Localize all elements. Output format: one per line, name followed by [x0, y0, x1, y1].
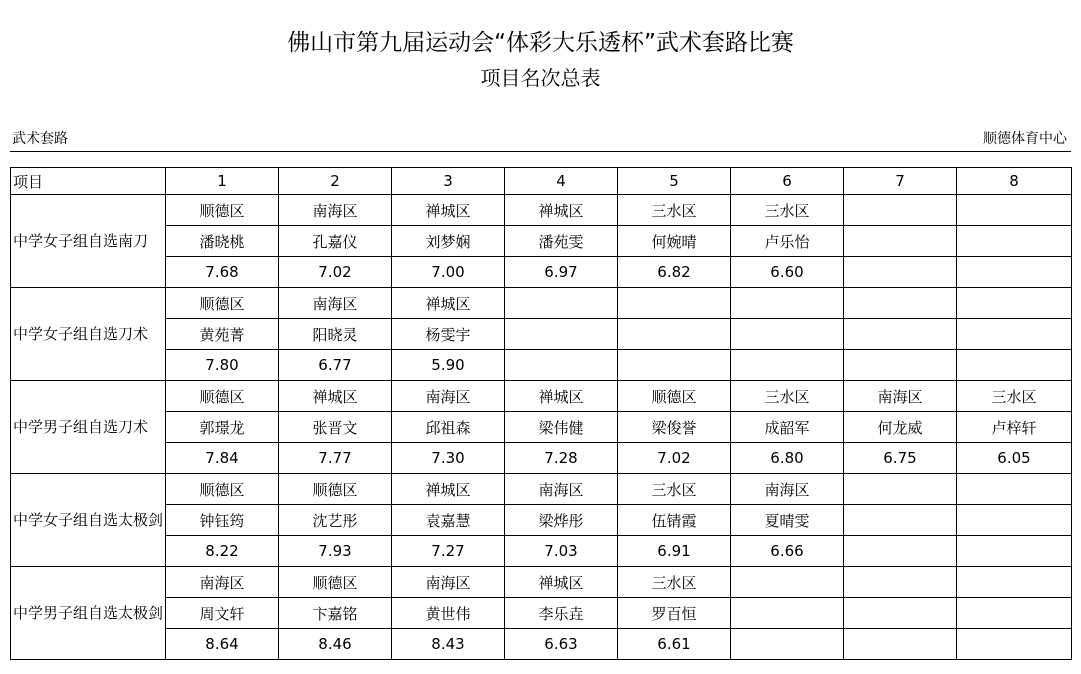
district-cell: 顺德区 [279, 567, 392, 598]
score-cell: 6.97 [505, 257, 618, 288]
table-row [11, 381, 1072, 412]
athlete-cell [731, 319, 844, 350]
district-cell: 三水区 [731, 195, 844, 226]
page-title: 佛山市第九届运动会“体彩大乐透杯”武术套路比赛 [287, 30, 794, 56]
district-cell [957, 195, 1072, 226]
athlete-cell: 梁烨彤 [505, 505, 618, 536]
event-name-cell: 中学男子组自选刀术 [11, 381, 166, 474]
athlete-cell: 卞嘉铭 [279, 598, 392, 629]
table-row [11, 443, 1072, 474]
score-cell [844, 629, 957, 660]
score-cell: 7.68 [166, 257, 279, 288]
score-cell: 7.00 [392, 257, 505, 288]
athlete-cell: 夏晴雯 [731, 505, 844, 536]
district-cell [731, 288, 844, 319]
district-cell: 禅城区 [505, 567, 618, 598]
district-cell: 顺德区 [166, 381, 279, 412]
athlete-cell: 梁伟健 [505, 412, 618, 443]
score-cell [844, 257, 957, 288]
column-header-rank: 3 [392, 168, 505, 195]
athlete-cell: 邱祖森 [392, 412, 505, 443]
district-cell: 南海区 [392, 567, 505, 598]
score-cell [731, 350, 844, 381]
table-row [11, 226, 1072, 257]
athlete-cell: 何龙威 [844, 412, 957, 443]
page-subtitle: 项目名次总表 [480, 66, 601, 90]
athlete-cell: 周文轩 [166, 598, 279, 629]
score-cell [731, 629, 844, 660]
athlete-cell: 袁嘉慧 [392, 505, 505, 536]
score-cell [957, 350, 1072, 381]
score-cell [957, 629, 1072, 660]
district-cell: 三水区 [618, 474, 731, 505]
district-cell [618, 288, 731, 319]
score-cell: 7.84 [166, 443, 279, 474]
district-cell: 南海区 [731, 474, 844, 505]
venue-label: 顺德体育中心 [983, 131, 1067, 147]
score-cell: 8.43 [392, 629, 505, 660]
column-header-rank: 8 [957, 168, 1072, 195]
district-cell [844, 567, 957, 598]
column-header-rank: 7 [844, 168, 957, 195]
score-cell: 5.90 [392, 350, 505, 381]
score-cell: 6.82 [618, 257, 731, 288]
athlete-cell: 郭璟龙 [166, 412, 279, 443]
score-cell [618, 350, 731, 381]
table-row [11, 629, 1072, 660]
district-cell: 南海区 [279, 288, 392, 319]
district-cell: 南海区 [505, 474, 618, 505]
district-cell: 南海区 [166, 567, 279, 598]
column-header-event: 项目 [11, 168, 166, 195]
table-header-row [11, 168, 1072, 195]
athlete-cell: 杨雯宇 [392, 319, 505, 350]
district-cell: 禅城区 [279, 381, 392, 412]
sport-label: 武术套路 [12, 131, 68, 147]
event-name-cell: 中学女子组自选刀术 [11, 288, 166, 381]
table-row [11, 536, 1072, 567]
score-cell: 6.91 [618, 536, 731, 567]
athlete-cell: 卢梓轩 [957, 412, 1072, 443]
district-cell: 顺德区 [166, 195, 279, 226]
district-cell: 禅城区 [505, 195, 618, 226]
score-cell: 7.27 [392, 536, 505, 567]
event-name-cell: 中学女子组自选南刀 [11, 195, 166, 288]
athlete-cell: 黄苑菁 [166, 319, 279, 350]
column-header-rank: 4 [505, 168, 618, 195]
district-cell [957, 567, 1072, 598]
athlete-cell [957, 598, 1072, 629]
district-cell [844, 474, 957, 505]
athlete-cell: 沈艺彤 [279, 505, 392, 536]
district-cell [957, 474, 1072, 505]
athlete-cell: 阳晓灵 [279, 319, 392, 350]
column-header-rank: 6 [731, 168, 844, 195]
district-cell: 顺德区 [166, 474, 279, 505]
athlete-cell [844, 505, 957, 536]
score-cell: 8.46 [279, 629, 392, 660]
event-name-cell: 中学男子组自选太极剑 [11, 567, 166, 660]
score-cell: 7.93 [279, 536, 392, 567]
column-header-rank: 2 [279, 168, 392, 195]
score-cell [844, 536, 957, 567]
district-cell: 禅城区 [505, 381, 618, 412]
district-cell: 南海区 [392, 381, 505, 412]
score-cell: 7.30 [392, 443, 505, 474]
table-row [11, 598, 1072, 629]
score-cell: 6.77 [279, 350, 392, 381]
score-cell: 6.63 [505, 629, 618, 660]
district-cell: 禅城区 [392, 474, 505, 505]
score-cell: 8.64 [166, 629, 279, 660]
score-cell: 6.61 [618, 629, 731, 660]
district-cell: 顺德区 [279, 474, 392, 505]
athlete-cell [844, 319, 957, 350]
table-row [11, 288, 1072, 319]
district-cell: 三水区 [618, 195, 731, 226]
athlete-cell: 孔嘉仪 [279, 226, 392, 257]
district-cell [505, 288, 618, 319]
district-cell [844, 195, 957, 226]
athlete-cell: 潘苑雯 [505, 226, 618, 257]
score-cell: 6.80 [731, 443, 844, 474]
athlete-cell: 钟钰筠 [166, 505, 279, 536]
athlete-cell [957, 226, 1072, 257]
district-cell: 顺德区 [618, 381, 731, 412]
athlete-cell [844, 226, 957, 257]
score-cell: 6.05 [957, 443, 1072, 474]
table-row [11, 195, 1072, 226]
score-cell [844, 350, 957, 381]
district-cell [844, 288, 957, 319]
athlete-cell: 刘梦娴 [392, 226, 505, 257]
table-row [11, 257, 1072, 288]
score-cell [957, 536, 1072, 567]
column-header-rank: 5 [618, 168, 731, 195]
score-cell: 6.66 [731, 536, 844, 567]
results-table [10, 167, 1072, 660]
score-cell: 7.80 [166, 350, 279, 381]
score-cell: 8.22 [166, 536, 279, 567]
athlete-cell: 伍锖霞 [618, 505, 731, 536]
athlete-cell [957, 319, 1072, 350]
event-name-cell: 中学女子组自选太极剑 [11, 474, 166, 567]
athlete-cell [505, 319, 618, 350]
table-row [11, 474, 1072, 505]
district-cell: 顺德区 [166, 288, 279, 319]
score-cell: 7.02 [618, 443, 731, 474]
athlete-cell [844, 598, 957, 629]
athlete-cell: 李乐垚 [505, 598, 618, 629]
table-row [11, 505, 1072, 536]
table-row [11, 350, 1072, 381]
athlete-cell [618, 319, 731, 350]
district-cell: 三水区 [957, 381, 1072, 412]
athlete-cell [957, 505, 1072, 536]
score-cell: 7.28 [505, 443, 618, 474]
table-row [11, 567, 1072, 598]
score-cell: 7.03 [505, 536, 618, 567]
district-cell [957, 288, 1072, 319]
district-cell: 南海区 [279, 195, 392, 226]
district-cell: 三水区 [618, 567, 731, 598]
column-header-rank: 1 [166, 168, 279, 195]
district-cell [731, 567, 844, 598]
score-cell: 6.60 [731, 257, 844, 288]
athlete-cell: 梁俊誉 [618, 412, 731, 443]
table-row [11, 319, 1072, 350]
table-row [11, 412, 1072, 443]
athlete-cell: 卢乐怡 [731, 226, 844, 257]
athlete-cell: 潘晓桃 [166, 226, 279, 257]
results-table-body [11, 168, 1072, 660]
athlete-cell [731, 598, 844, 629]
district-cell: 禅城区 [392, 288, 505, 319]
score-cell: 7.02 [279, 257, 392, 288]
score-cell [957, 257, 1072, 288]
athlete-cell: 罗百恒 [618, 598, 731, 629]
athlete-cell: 成韶军 [731, 412, 844, 443]
athlete-cell: 黄世伟 [392, 598, 505, 629]
header-divider [10, 151, 1071, 152]
district-cell: 南海区 [844, 381, 957, 412]
score-cell: 7.77 [279, 443, 392, 474]
score-cell [505, 350, 618, 381]
district-cell: 三水区 [731, 381, 844, 412]
district-cell: 禅城区 [392, 195, 505, 226]
athlete-cell: 何婉晴 [618, 226, 731, 257]
score-cell: 6.75 [844, 443, 957, 474]
athlete-cell: 张晋文 [279, 412, 392, 443]
